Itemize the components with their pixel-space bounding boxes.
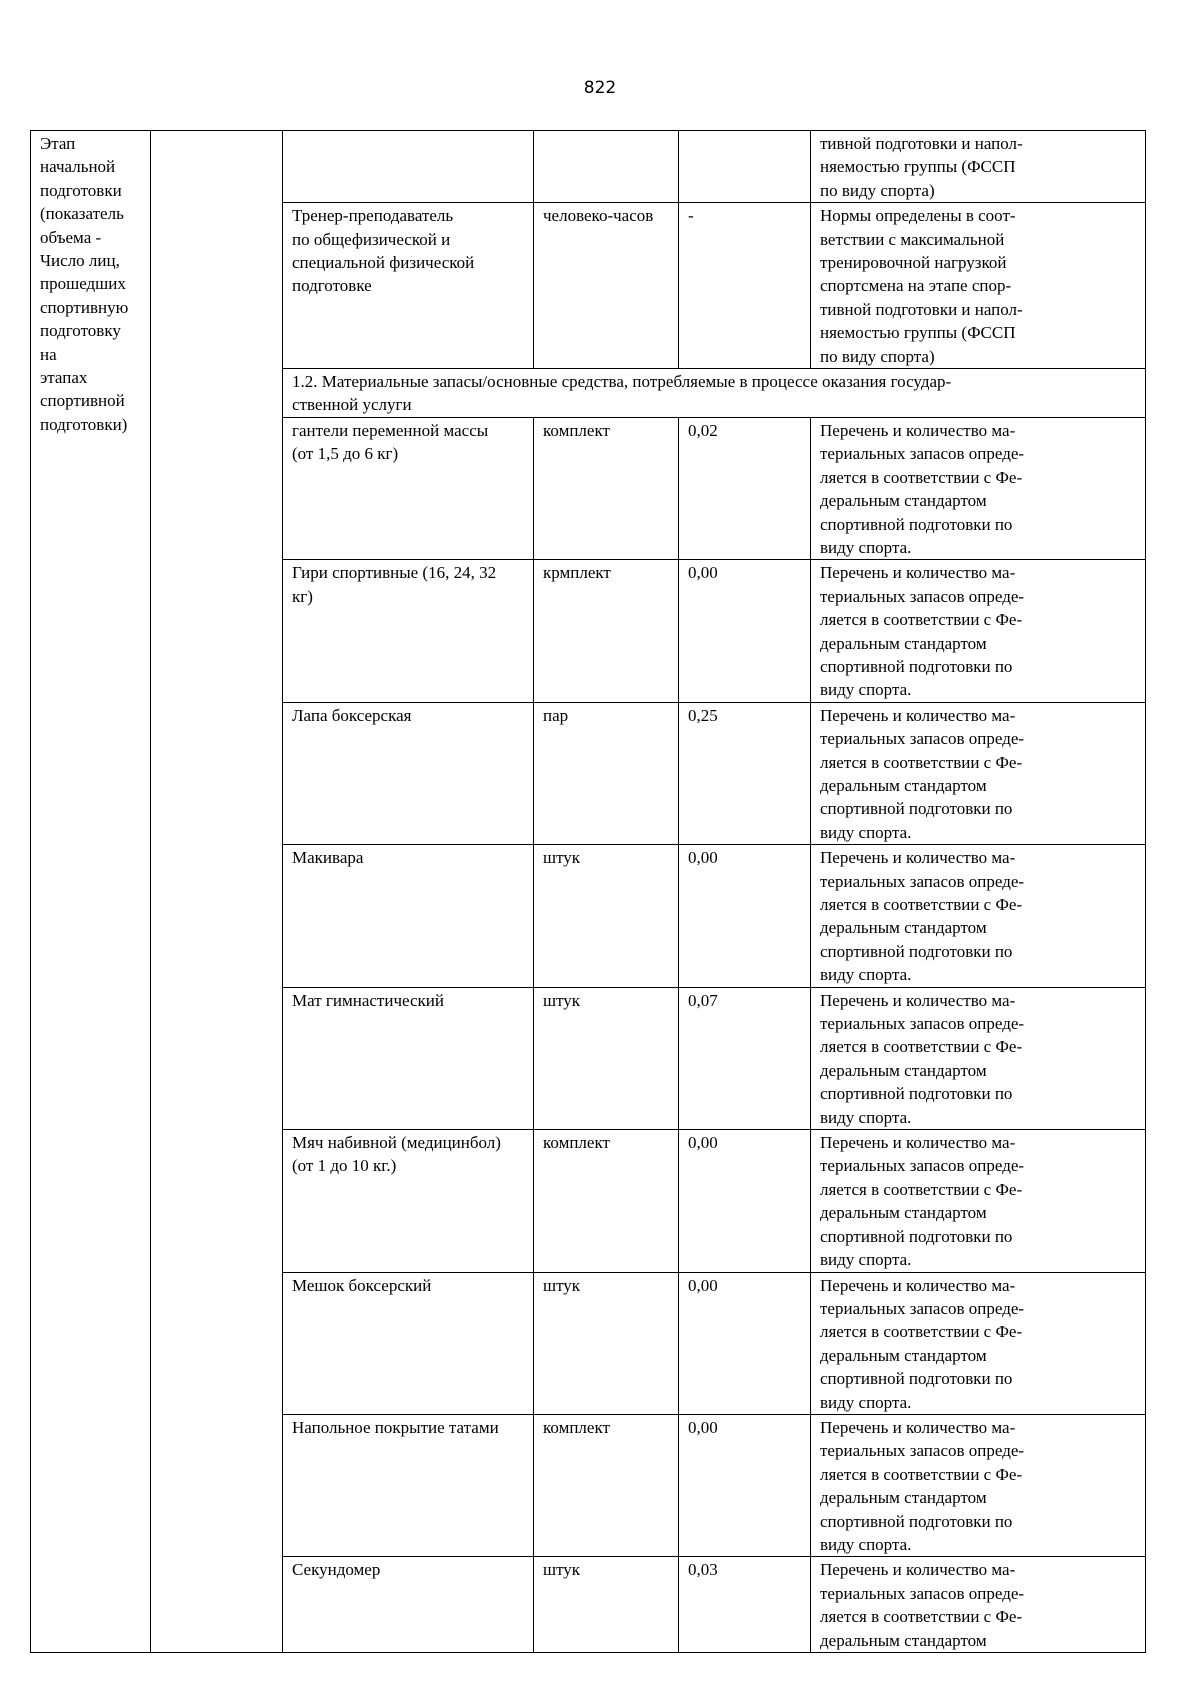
unit-cell: пар (534, 702, 679, 844)
value-cell (679, 131, 811, 203)
resource-name-cell: Тренер-преподаватель по общефизической и специальной физической подготовке (283, 203, 534, 369)
resource-name-cell: Лапа боксерская (283, 702, 534, 844)
resource-name-cell: Гири спортивные (16, 24, 32 кг) (283, 560, 534, 702)
value-cell: 0,00 (679, 1130, 811, 1272)
unit-cell: штук (534, 845, 679, 987)
unit-cell: комплект (534, 1414, 679, 1556)
section-heading: 1.2. Материальные запасы/основные средства, потребляемые в процессе оказания государ- ственной услуги (283, 369, 1146, 418)
value-cell: 0,00 (679, 560, 811, 702)
note-cell: Перечень и количество ма- териальных запасов опреде- ляется в соответствии с Фе- деральным стандартом спортивной подготовки по виду спорта. (811, 560, 1146, 702)
resource-name-cell: Мяч набивной (медицинбол) (от 1 до 10 кг.) (283, 1130, 534, 1272)
resource-name-cell: Макивара (283, 845, 534, 987)
note-cell: Перечень и количество ма- териальных запасов опреде- ляется в соответствии с Фе- деральным стандартом спортивной подготовки по виду спорта. (811, 987, 1146, 1129)
stage-cell: Этап начальной подготовки (показатель объема - Число лиц, прошедших спортивную подготовку на этапах спортивной подготовки) (31, 131, 151, 1653)
unit-cell: комплект (534, 1130, 679, 1272)
value-cell: 0,02 (679, 417, 811, 559)
note-cell: Перечень и количество ма- териальных запасов опреде- ляется в соответствии с Фе- деральным стандартом (811, 1557, 1146, 1653)
note-cell: Перечень и количество ма- териальных запасов опреде- ляется в соответствии с Фе- деральным стандартом спортивной подготовки по виду спорта. (811, 845, 1146, 987)
resource-name-cell (283, 131, 534, 203)
resource-name-cell: Напольное покрытие татами (283, 1414, 534, 1556)
note-cell: Нормы определены в соот- ветствии с максимальной тренировочной нагрузкой спортсмена на этапе спор- тивной подготовки и напол- няемостью группы (ФССП по виду спорта) (811, 203, 1146, 369)
unit-cell: человеко-часов (534, 203, 679, 369)
unit-cell: комплект (534, 417, 679, 559)
unit-cell: штук (534, 1272, 679, 1414)
empty-column-cell (151, 131, 283, 1653)
value-cell: 0,07 (679, 987, 811, 1129)
unit-cell: крмплект (534, 560, 679, 702)
value-cell: - (679, 203, 811, 369)
value-cell: 0,03 (679, 1557, 811, 1653)
table-row-continued (31, 131, 1146, 203)
norms-table (30, 130, 1146, 1653)
note-cell: Перечень и количество ма- териальных запасов опреде- ляется в соответствии с Фе- деральным стандартом спортивной подготовки по виду спорта. (811, 1130, 1146, 1272)
resource-name-cell: Мат гимнастический (283, 987, 534, 1129)
resource-name-cell: Мешок боксерский (283, 1272, 534, 1414)
resource-name-cell: гантели переменной массы (от 1,5 до 6 кг) (283, 417, 534, 559)
value-cell: 0,00 (679, 1272, 811, 1414)
note-cell: тивной подготовки и напол- няемостью группы (ФССП по виду спорта) (811, 131, 1146, 203)
resource-name-cell: Секундомер (283, 1557, 534, 1653)
note-cell: Перечень и количество ма- териальных запасов опреде- ляется в соответствии с Фе- деральным стандартом спортивной подготовки по виду спорта. (811, 702, 1146, 844)
value-cell: 0,00 (679, 1414, 811, 1556)
unit-cell: штук (534, 987, 679, 1129)
note-cell: Перечень и количество ма- териальных запасов опреде- ляется в соответствии с Фе- деральным стандартом спортивной подготовки по виду спорта. (811, 1414, 1146, 1556)
unit-cell (534, 131, 679, 203)
unit-cell: штук (534, 1557, 679, 1653)
value-cell: 0,25 (679, 702, 811, 844)
note-cell: Перечень и количество ма- териальных запасов опреде- ляется в соответствии с Фе- деральным стандартом спортивной подготовки по виду спорта. (811, 1272, 1146, 1414)
value-cell: 0,00 (679, 845, 811, 987)
page-number: 822 (583, 78, 617, 98)
note-cell: Перечень и количество ма- териальных запасов опреде- ляется в соответствии с Фе- деральным стандартом спортивной подготовки по виду спорта. (811, 417, 1146, 559)
